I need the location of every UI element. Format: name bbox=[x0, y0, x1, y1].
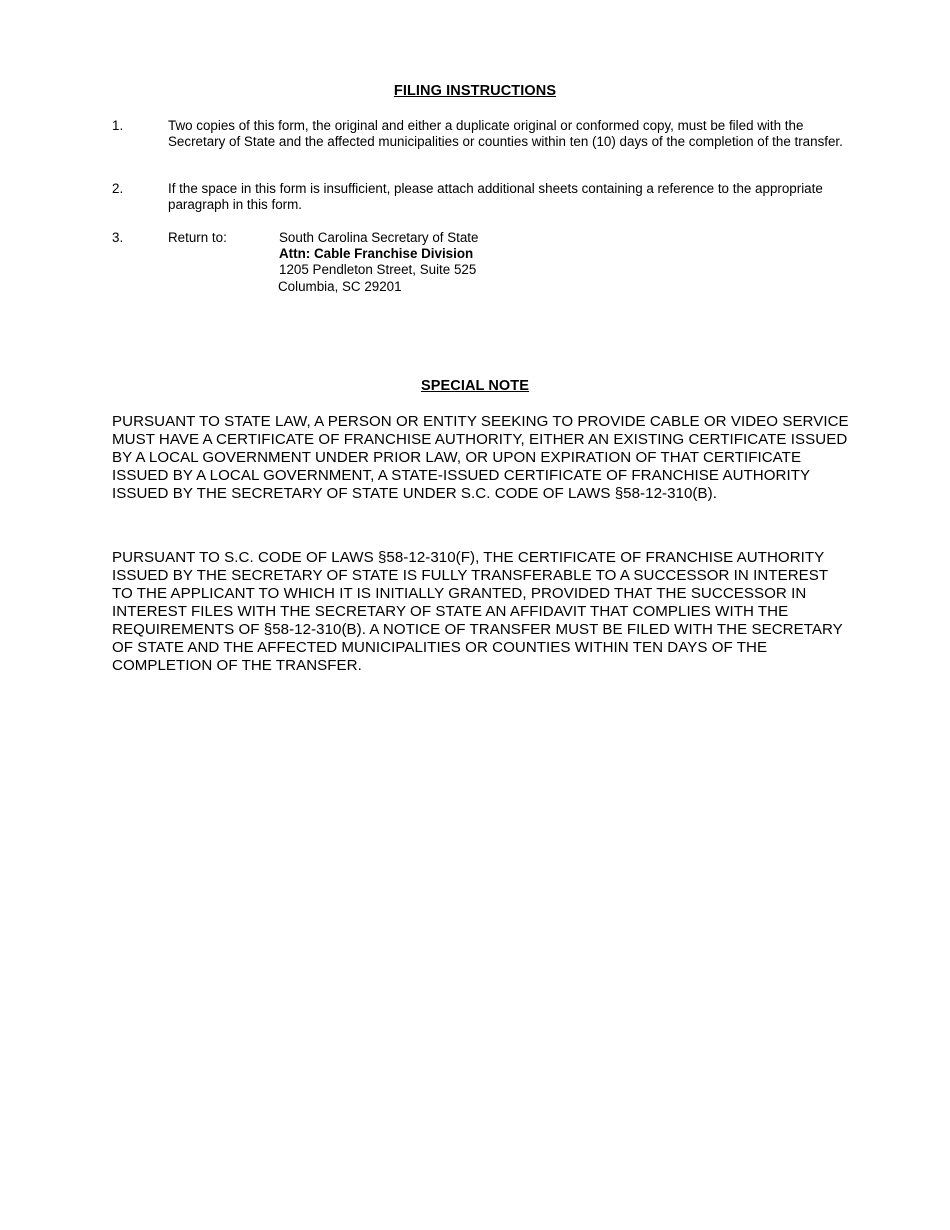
special-note-paragraph-2: PURSUANT TO S.C. CODE OF LAWS §58-12-310(F), THE CERTIFICATE OF FRANCHISE AUTHORITY ISSUED BY THE SECRETARY OF STATE IS FULLY TRANSFERABLE TO A SUCCESSOR IN INTEREST TO THE APPLICANT TO WHICH IT IS INITIALLY GRANTED, PROVIDED THAT THE SUCCESSOR IN INTEREST FILES WITH THE SECRETARY OF STATE AN AFFIDAVIT THAT COMPLIES WITH THE REQUIREMENTS OF §58-12-310(B). A NOTICE OF TRANSFER MUST BE FILED WITH THE SECRETARY OF STATE AND THE AFFECTED MUNICIPALITIES OR COUNTIES WITHIN TEN DAYS OF THE COMPLETION OF THE TRANSFER. bbox=[112, 549, 843, 674]
instruction-number: 3. bbox=[112, 230, 124, 245]
instruction-text: If the space in this form is insufficient, please attach additional sheets containing a reference to the appropriate paragraph in this form. bbox=[168, 181, 823, 213]
instruction-number: 2. bbox=[112, 181, 124, 196]
special-note-heading: SPECIAL NOTE bbox=[420, 378, 530, 394]
return-to-label: Return to: bbox=[168, 230, 227, 245]
address-line-attn: Attn: Cable Franchise Division bbox=[279, 246, 474, 262]
address-line-city: Columbia, SC 29201 bbox=[278, 278, 402, 294]
instruction-number: 1. bbox=[112, 118, 124, 133]
special-note-paragraph-1: PURSUANT TO STATE LAW, A PERSON OR ENTITY SEEKING TO PROVIDE CABLE OR VIDEO SERVICE MUST HAVE A CERTIFICATE OF FRANCHISE AUTHORITY, EITHER AN EXISTING CERTIFICATE ISSUED BY A LOCAL GOVERNMENT UNDER PRIOR LAW, OR UPON EXPIRATION OF THAT CERTIFICATE ISSUED BY A LOCAL GOVERNMENT, A STATE-ISSUED CERTIFICATE OF FRANCHISE AUTHORITY ISSUED BY THE SECRETARY OF STATE UNDER S.C. CODE OF LAWS §58-12-310(B). bbox=[112, 413, 849, 502]
instruction-item-2 bbox=[112, 181, 852, 215]
address-line-street: 1205 Pendleton Street, Suite 525 bbox=[279, 262, 477, 278]
instruction-text: Two copies of this form, the original and either a duplicate original or conformed copy, must be filed with the Secretary of State and the affected municipalities or counties within ten (10) days of the completion of the transfer. bbox=[168, 118, 843, 150]
return-address bbox=[279, 230, 579, 295]
address-line-office: South Carolina Secretary of State bbox=[279, 230, 479, 245]
instruction-item-1 bbox=[112, 118, 852, 168]
instruction-item-3 bbox=[112, 230, 852, 300]
filing-instructions-heading: FILING INSTRUCTIONS bbox=[393, 83, 557, 99]
